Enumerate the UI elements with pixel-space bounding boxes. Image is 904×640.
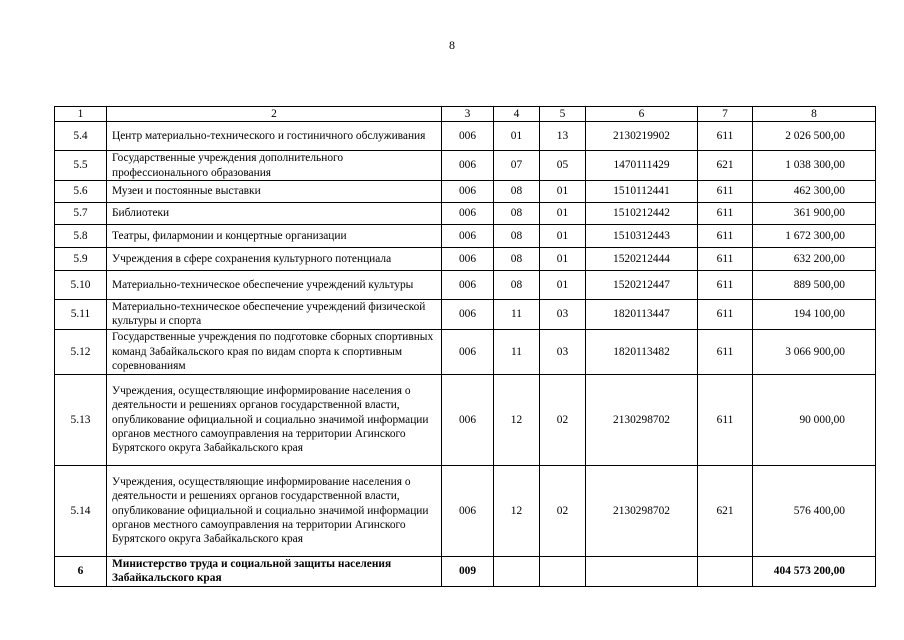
table-row	[55, 300, 876, 330]
subsection-code-cell: 05	[540, 151, 586, 181]
expense-type-cell: 621	[698, 151, 753, 181]
ministry-code-cell: 006	[442, 271, 494, 300]
table-row	[55, 151, 876, 181]
ministry-code-cell: 006	[442, 181, 494, 203]
row-number-cell: 5.13	[55, 374, 107, 465]
expense-type-cell	[698, 556, 753, 586]
ministry-code-cell: 009	[442, 556, 494, 586]
ministry-code-cell: 006	[442, 151, 494, 181]
amount-cell: 90 000,00	[753, 374, 876, 465]
page-number: 8	[449, 38, 455, 52]
target-article-cell: 1820113482	[586, 329, 698, 374]
amount-cell: 3 066 900,00	[753, 329, 876, 374]
column-header: 4	[494, 107, 540, 122]
expense-type-cell: 621	[698, 465, 753, 556]
row-number-cell: 5.12	[55, 329, 107, 374]
row-name-cell: Государственные учреждения по подготовке сборных спортивных команд Забайкальского края по видам спорта к спортивным соревнованиям	[107, 329, 442, 374]
section-code-cell: 12	[494, 465, 540, 556]
row-name-cell: Библиотеки	[107, 203, 442, 225]
table-row	[55, 556, 876, 586]
column-header: 5	[540, 107, 586, 122]
column-header: 3	[442, 107, 494, 122]
expense-type-cell: 611	[698, 225, 753, 248]
amount-cell: 576 400,00	[753, 465, 876, 556]
amount-cell: 2 026 500,00	[753, 122, 876, 151]
budget-table	[54, 106, 876, 587]
subsection-code-cell: 01	[540, 225, 586, 248]
amount-cell: 404 573 200,00	[753, 556, 876, 586]
subsection-code-cell: 01	[540, 271, 586, 300]
ministry-code-cell: 006	[442, 225, 494, 248]
row-number-cell: 5.8	[55, 225, 107, 248]
target-article-cell: 1470111429	[586, 151, 698, 181]
expense-type-cell: 611	[698, 122, 753, 151]
row-name-cell: Музеи и постоянные выставки	[107, 181, 442, 203]
section-code-cell: 08	[494, 203, 540, 225]
subsection-code-cell: 01	[540, 181, 586, 203]
column-header: 7	[698, 107, 753, 122]
table-row	[55, 374, 876, 465]
amount-cell: 1 038 300,00	[753, 151, 876, 181]
table-row	[55, 465, 876, 556]
table-body	[55, 107, 876, 587]
amount-cell: 1 672 300,00	[753, 225, 876, 248]
target-article-cell: 2130219902	[586, 122, 698, 151]
target-article-cell: 1820113447	[586, 300, 698, 330]
row-name-cell: Учреждения в сфере сохранения культурного потенциала	[107, 248, 442, 271]
ministry-code-cell: 006	[442, 248, 494, 271]
table-row	[55, 181, 876, 203]
amount-cell: 361 900,00	[753, 203, 876, 225]
row-name-cell: Учреждения, осуществляющие информирование населения о деятельности и решениях органов государственной власти, опубликование официальной и социально значимой информации органов местного самоуправления на территории Агинского Бурятского округа Забайкальского края	[107, 465, 442, 556]
ministry-code-cell: 006	[442, 122, 494, 151]
column-header: 1	[55, 107, 107, 122]
row-name-cell: Учреждения, осуществляющие информирование населения о деятельности и решениях органов государственной власти, опубликование официальной и социально значимой информации органов местного самоуправления на территории Агинского Бурятского округа Забайкальского края	[107, 374, 442, 465]
expense-type-cell: 611	[698, 248, 753, 271]
section-code-cell: 08	[494, 225, 540, 248]
section-code-cell	[494, 556, 540, 586]
ministry-code-cell: 006	[442, 465, 494, 556]
target-article-cell: 2130298702	[586, 465, 698, 556]
amount-cell: 889 500,00	[753, 271, 876, 300]
section-code-cell: 11	[494, 329, 540, 374]
table-row	[55, 122, 876, 151]
row-number-cell: 5.7	[55, 203, 107, 225]
row-name-cell: Театры, филармонии и концертные организации	[107, 225, 442, 248]
row-name-cell: Материально-техническое обеспечение учреждений физической культуры и спорта	[107, 300, 442, 330]
amount-cell: 194 100,00	[753, 300, 876, 330]
section-code-cell: 11	[494, 300, 540, 330]
target-article-cell: 1520212447	[586, 271, 698, 300]
subsection-code-cell: 13	[540, 122, 586, 151]
subsection-code-cell: 02	[540, 374, 586, 465]
column-header: 8	[753, 107, 876, 122]
section-code-cell: 08	[494, 271, 540, 300]
expense-type-cell: 611	[698, 181, 753, 203]
expense-type-cell: 611	[698, 203, 753, 225]
subsection-code-cell	[540, 556, 586, 586]
expense-type-cell: 611	[698, 300, 753, 330]
subsection-code-cell: 01	[540, 248, 586, 271]
section-code-cell: 07	[494, 151, 540, 181]
ministry-code-cell: 006	[442, 203, 494, 225]
target-article-cell: 2130298702	[586, 374, 698, 465]
column-header: 6	[586, 107, 698, 122]
table-row	[55, 329, 876, 374]
section-code-cell: 08	[494, 181, 540, 203]
table-row	[55, 203, 876, 225]
subsection-code-cell: 01	[540, 203, 586, 225]
subsection-code-cell: 02	[540, 465, 586, 556]
target-article-cell: 1510112441	[586, 181, 698, 203]
row-number-cell: 5.9	[55, 248, 107, 271]
row-number-cell: 5.10	[55, 271, 107, 300]
column-header: 2	[107, 107, 442, 122]
target-article-cell	[586, 556, 698, 586]
row-name-cell: Министерство труда и социальной защиты населения Забайкальского края	[107, 556, 442, 586]
target-article-cell: 1510212442	[586, 203, 698, 225]
row-name-cell: Государственные учреждения дополнительного профессионального образования	[107, 151, 442, 181]
table-row	[55, 248, 876, 271]
row-number-cell: 5.5	[55, 151, 107, 181]
section-code-cell: 08	[494, 248, 540, 271]
ministry-code-cell: 006	[442, 300, 494, 330]
amount-cell: 632 200,00	[753, 248, 876, 271]
target-article-cell: 1520212444	[586, 248, 698, 271]
expense-type-cell: 611	[698, 271, 753, 300]
row-name-cell: Материально-техническое обеспечение учреждений культуры	[107, 271, 442, 300]
ministry-code-cell: 006	[442, 374, 494, 465]
section-code-cell: 01	[494, 122, 540, 151]
row-number-cell: 5.11	[55, 300, 107, 330]
row-number-cell: 5.14	[55, 465, 107, 556]
target-article-cell: 1510312443	[586, 225, 698, 248]
subsection-code-cell: 03	[540, 300, 586, 330]
row-number-cell: 5.4	[55, 122, 107, 151]
ministry-code-cell: 006	[442, 329, 494, 374]
table-row	[55, 271, 876, 300]
column-number-row	[55, 107, 876, 122]
table-row	[55, 225, 876, 248]
row-name-cell: Центр материально-технического и гостиничного обслуживания	[107, 122, 442, 151]
row-number-cell: 6	[55, 556, 107, 586]
expense-type-cell: 611	[698, 374, 753, 465]
amount-cell: 462 300,00	[753, 181, 876, 203]
row-number-cell: 5.6	[55, 181, 107, 203]
section-code-cell: 12	[494, 374, 540, 465]
subsection-code-cell: 03	[540, 329, 586, 374]
expense-type-cell: 611	[698, 329, 753, 374]
